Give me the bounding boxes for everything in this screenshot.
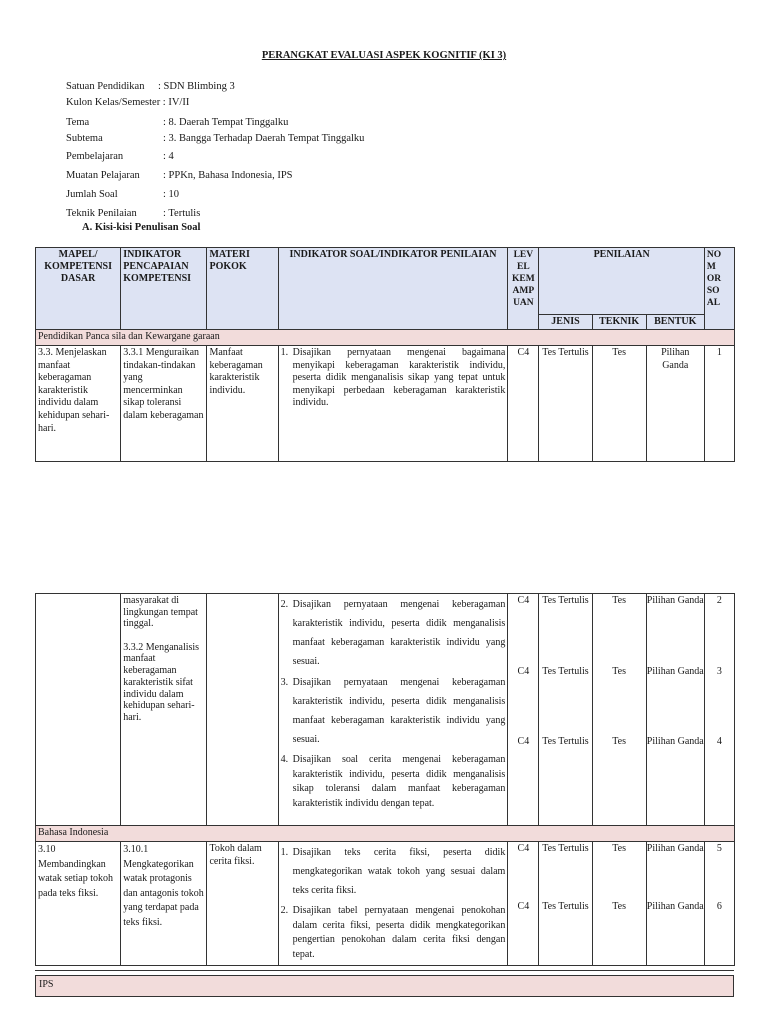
item-text: Disajikan soal cerita mengenai keberagaman karakteristik individu, peserta didik menganalisis sikap toleransi dalam manfaat keberagaman karakteristik individu dengan tepat.	[292, 754, 506, 809]
jenis-value: Tes Tertulis	[542, 595, 589, 606]
nomor-value: 2	[716, 595, 722, 606]
info-label: Kulon Kelas/Semester : IV/II	[66, 97, 190, 108]
info-value: : Tertulis	[163, 208, 201, 219]
subject-row-ppkn: Pendidikan Panca sila dan Kewargane garaan	[36, 330, 735, 346]
jenis-value: Tes Tertulis	[542, 666, 589, 677]
nomor-cell: 1	[704, 346, 734, 462]
indikator-item	[281, 595, 506, 671]
kisi-kisi-table-page1	[35, 247, 735, 462]
ipk-cell: 3.10.1 Mengkategorikan watak protagonis dan antagonis tokoh yang terdapat pada teks fiksi.	[121, 842, 207, 966]
info-label: Pembelajaran	[66, 151, 124, 162]
info-label: Tema	[66, 117, 90, 128]
header-jenis: JENIS	[539, 315, 592, 330]
header-teknik: TEKNIK	[592, 315, 646, 330]
level-value: C4	[517, 843, 530, 854]
item-number: 2.	[280, 905, 289, 916]
jenis-cell	[539, 842, 592, 966]
info-value: : 4	[163, 151, 174, 162]
teknik-cell	[592, 594, 646, 826]
item-number: 4.	[280, 754, 289, 765]
ipk-continuation: masyarakat di lingkungan tempat tinggal.	[123, 595, 198, 629]
level-cell: C4	[508, 346, 539, 462]
header-level: LEV EL KEM AMP UAN	[508, 248, 539, 330]
level-value: C4	[517, 901, 530, 912]
indikator-item	[281, 904, 506, 962]
jenis-cell	[539, 594, 592, 826]
header-materi: MATERI POKOK	[207, 248, 278, 330]
bentuk-cell: Pilihan Ganda	[646, 346, 704, 462]
info-label: Subtema	[66, 133, 103, 144]
info-label: Teknik Penilaian	[66, 208, 137, 219]
header-nomor-soal: NO M OR SO AL	[704, 248, 734, 330]
bentuk-value: Pilihan Ganda	[646, 595, 704, 606]
header-indikator-soal: INDIKATOR SOAL/INDIKATOR PENILAIAN	[278, 248, 508, 330]
header-mapel: MAPEL/ KOMPETENSI DASAR	[36, 248, 121, 330]
bentuk-value: Pilihan Ganda	[646, 901, 704, 912]
kisi-kisi-table-page2	[35, 593, 735, 966]
info-value: : 8. Daerah Tempat Tinggalku	[163, 117, 289, 128]
bentuk-cell	[646, 842, 704, 966]
bentuk-value: Pilihan Ganda	[646, 736, 704, 747]
materi-cell: Tokoh dalam cerita fiksi.	[207, 842, 278, 966]
teknik-value: Tes	[612, 595, 626, 606]
info-value: : 3. Bangga Terhadap Daerah Tempat Tinggalku	[163, 133, 365, 144]
bentuk-cell	[646, 594, 704, 826]
item-text: Disajikan pernyataan mengenai keberagaman karakteristik individu, peserta didik menganalisis manfaat keberagaman karakteristik individu yang sesuai.	[292, 677, 506, 745]
nomor-value: 6	[716, 901, 722, 912]
info-label: Satuan Pendidikan	[66, 81, 145, 92]
kd-cell: 3.3. Menjelaskan manfaat keberagaman karakteristik individu dalam kehidupan sehari-hari.	[36, 346, 121, 462]
kd-cell	[36, 594, 121, 826]
ipk-cell: 3.3.1 Menguraikan tindakan-tindakan yang mencerminkan sikap toleransi dalam keberagaman	[121, 346, 207, 462]
info-label: Jumlah Soal	[66, 189, 118, 200]
indikator-soal-cell	[278, 594, 508, 826]
bentuk-value: Pilihan Ganda	[646, 666, 704, 677]
indikator-item	[281, 673, 506, 749]
kd-cell: 3.10 Membandingkan watak setiap tokoh pada teks fiksi.	[36, 842, 121, 966]
jenis-value: Tes Tertulis	[542, 736, 589, 747]
header-penilaian: PENILAIAN	[539, 248, 704, 315]
header-bentuk: BENTUK	[646, 315, 704, 330]
indikator-item	[281, 347, 506, 410]
table-divider	[35, 970, 734, 971]
info-value: : SDN Blimbing 3	[158, 81, 235, 92]
item-text: Disajikan pernyataan mengenai bagaimana menyikapi keberagaman karakteristik individu, peserta didik menganalisis sikap yang tepat untuk menyikapi perbedaan keberagaman karakteristik individu.	[292, 347, 506, 409]
indikator-soal-cell	[278, 842, 508, 966]
indikator-item	[281, 753, 506, 811]
bentuk-value: Pilihan Ganda	[646, 843, 704, 854]
nomor-cell	[704, 842, 734, 966]
nomor-value: 4	[716, 736, 722, 747]
info-label: Muatan Pelajaran	[66, 170, 140, 181]
item-number: 3.	[280, 677, 289, 688]
item-text: Disajikan pernyataan mengenai keberagaman karakteristik individu, peserta didik menganalisis manfaat keberagaman karakteristik individu yang sesuai.	[292, 599, 506, 667]
level-value: C4	[517, 736, 530, 747]
nomor-value: 3	[716, 666, 722, 677]
indikator-soal-cell	[278, 346, 508, 462]
level-cell	[508, 594, 539, 826]
jenis-value: Tes Tertulis	[542, 843, 589, 854]
nomor-value: 5	[716, 843, 722, 854]
indikator-item	[281, 843, 506, 900]
ipk-item: 3.3.2 Menganalisis manfaat keberagaman karakteristik sifat individu dalam kehidupan sehari-hari.	[123, 641, 200, 724]
ipk-cell	[121, 594, 207, 826]
info-value: : PPKn, Bahasa Indonesia, IPS	[163, 170, 293, 181]
subject-row-bahasa-indonesia: Bahasa Indonesia	[36, 826, 735, 842]
nomor-cell	[704, 594, 734, 826]
teknik-cell: Tes	[592, 346, 646, 462]
item-text: Disajikan tabel pernyataan mengenai penokohan dalam cerita fiksi, peserta didik mengkategorikan pengertian penokohan dalam cerita fiksi dengan tepat.	[292, 905, 506, 960]
level-value: C4	[517, 666, 530, 677]
info-value: : 10	[163, 189, 180, 200]
teknik-value: Tes	[612, 736, 626, 747]
subject-row-ips: IPS	[35, 975, 734, 997]
jenis-cell: Tes Tertulis	[539, 346, 592, 462]
teknik-value: Tes	[612, 843, 626, 854]
item-number: 1.	[280, 847, 289, 858]
level-cell	[508, 842, 539, 966]
header-indikator: INDIKATOR PENCAPAIAN KOMPETENSI	[121, 248, 207, 330]
teknik-value: Tes	[612, 666, 626, 677]
section-heading: A. Kisi-kisi Penulisan Soal	[82, 222, 201, 233]
level-value: C4	[517, 595, 530, 606]
item-text: Disajikan teks cerita fiksi, peserta didik mengkategorikan watak tokoh yang sesuai dalam teks cerita fiksi.	[292, 847, 506, 896]
materi-cell	[207, 594, 278, 826]
item-number: 2.	[280, 599, 289, 610]
jenis-value: Tes Tertulis	[542, 901, 589, 912]
item-number: 1.	[280, 347, 289, 358]
teknik-cell	[592, 842, 646, 966]
materi-cell: Manfaat keberagaman karakteristik individu.	[207, 346, 278, 462]
teknik-value: Tes	[612, 901, 626, 912]
document-title: PERANGKAT EVALUASI ASPEK KOGNITIF (KI 3)	[261, 50, 507, 61]
